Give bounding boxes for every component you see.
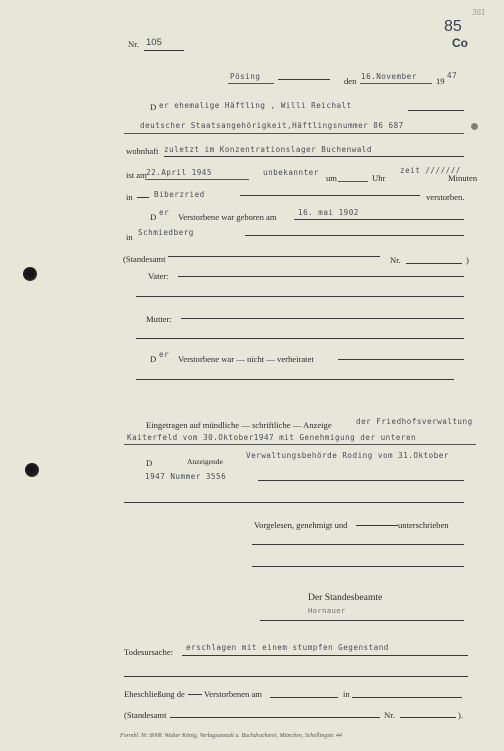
year-value: 47 (447, 71, 458, 80)
death-place-in-label: in (126, 192, 133, 202)
mother-label: Mutter: (146, 314, 172, 324)
marriage-standesamt-label: (Standesamt (124, 710, 167, 720)
birth-place-value: Schmiedberg (138, 228, 194, 237)
death-time-unknown: unbekannter (263, 168, 319, 177)
registration-line3: Verwaltungsbehörde Roding vom 31.Oktober (246, 451, 449, 460)
corner-mark: 361 (472, 8, 486, 17)
nationality-prisoner-line: deutscher Staatsangehörigkeit,Häftlingsnummer 86 687 (140, 121, 404, 130)
birth-standesamt-label: (Standesamt (123, 254, 166, 264)
father-label: Vater: (148, 271, 169, 281)
residence-underline (164, 156, 464, 157)
confirmation-label: Vorgelesen, genehmigt und (254, 520, 348, 530)
birth-d-prefix: D (150, 212, 157, 222)
death-place-underline (240, 195, 420, 196)
marriage-dash (188, 694, 202, 695)
marriage-label-2: Verstorbenen am (204, 689, 262, 699)
registration-label: Eingetragen auf mündliche — schriftliche — Anzeige (146, 420, 332, 430)
birth-nr-label: Nr. (390, 255, 401, 265)
um-label: um (326, 173, 337, 183)
mother-line-1 (181, 318, 464, 319)
place-value: Pösing (230, 72, 261, 81)
official-title: Der Standesbeamte (308, 592, 383, 603)
marriage-place-underline (352, 697, 462, 698)
marriage-standesamt-underline (170, 717, 380, 718)
birth-nr-underline (406, 263, 462, 264)
father-line-1 (178, 276, 464, 277)
birth-label: Verstorbene war geboren am (178, 212, 277, 222)
anzeigende-d-prefix: D (146, 458, 153, 468)
marriage-label: Eheschließung de (124, 689, 185, 699)
cause-label: Todesursache: (124, 647, 174, 657)
official-signature-line (260, 620, 464, 621)
father-line-2 (136, 296, 464, 297)
birth-place-in-label: in (126, 232, 133, 242)
marital-label: Verstorbene war — nicht — verheiratet (178, 354, 314, 364)
confirmation-line-1 (252, 544, 464, 545)
birth-place-underline (245, 235, 464, 236)
death-place-value: Biberzried (154, 190, 205, 199)
residence-label: wohnhaft (126, 146, 159, 156)
name-line-underline (408, 110, 464, 111)
uhr-label: Uhr (372, 173, 386, 183)
record-number-value: 105 (146, 37, 162, 48)
cause-underline (182, 655, 468, 656)
birth-d-typed: er (159, 208, 170, 217)
registration-line2-underline (124, 444, 476, 445)
birth-standesamt-underline (168, 256, 380, 257)
marriage-date-underline (270, 697, 338, 698)
anzeigende-label: Anzeigende (187, 457, 223, 466)
der-prefix: D (150, 102, 157, 112)
minuten-label: Minuten (448, 173, 478, 183)
marital-d-typed: er (159, 350, 170, 359)
official-name: Hornauer (308, 607, 346, 615)
registration-line2: Kaiterfeld vom 30.Oktober1947 mit Genehmigung der unteren (127, 433, 417, 442)
death-date-value: 22.April 1945 (146, 168, 212, 177)
marriage-in-label: in (343, 689, 350, 699)
record-number-label: Nr. (128, 39, 139, 49)
registration-line4: 1947 Nummer 3556 (145, 472, 227, 481)
marriage-nr-label: Nr. (384, 710, 395, 720)
registration-line4-underline (258, 480, 464, 481)
registration-line5 (124, 502, 464, 503)
marital-line-1 (338, 359, 464, 360)
mother-line-2 (136, 338, 464, 339)
date-underline (360, 83, 432, 84)
punch-hole-bottom (25, 463, 39, 477)
verstorben-label: verstorben. (426, 192, 465, 202)
record-number-underline (144, 50, 184, 51)
time-value: zeit /////// (400, 166, 461, 175)
place-underline-2 (278, 79, 330, 80)
punch-hole-mark-right (471, 123, 478, 130)
year-prefix: 19 (436, 76, 445, 86)
deceased-name-line: er ehemalige Häftling , Willi Reichalt (159, 101, 352, 110)
residence-value: zuletzt im Konzentrationslager Buchenwald (164, 145, 372, 154)
death-place-dash (137, 197, 149, 198)
marital-line-2 (136, 379, 454, 380)
cause-line-2 (124, 676, 468, 677)
birth-close-paren: ) (466, 255, 469, 265)
page-code: Co (452, 36, 468, 50)
confirmation-dash (356, 525, 398, 526)
marital-d-prefix: D (150, 354, 157, 364)
nationality-underline (124, 133, 464, 134)
confirmation-label-end: unterschrieben (398, 520, 449, 530)
hour-underline (338, 181, 368, 182)
ist-am-label: ist am (126, 170, 147, 180)
den-label: den (344, 76, 357, 86)
death-date-underline (145, 179, 249, 180)
place-underline-1 (228, 83, 274, 84)
cause-value: erschlagen mit einem stumpfen Gegenstand (186, 643, 389, 652)
marriage-close: ). (458, 710, 464, 720)
punch-hole-top (23, 267, 37, 281)
form-printer-footer: Formbl. Nr. 8008. Walter König, Verlagsanstalt u. Buchdruckerei, München, Schellingstr. 44 (120, 733, 342, 739)
birth-date-value: 16. mai 1902 (298, 208, 359, 217)
marriage-nr-underline (400, 717, 456, 718)
page-number: 85 (444, 18, 462, 35)
date-value: 16.November (361, 72, 417, 81)
registration-line1: der Friedhofsverwaltung (356, 417, 473, 426)
confirmation-line-2 (252, 566, 464, 567)
birth-date-underline (294, 219, 464, 220)
